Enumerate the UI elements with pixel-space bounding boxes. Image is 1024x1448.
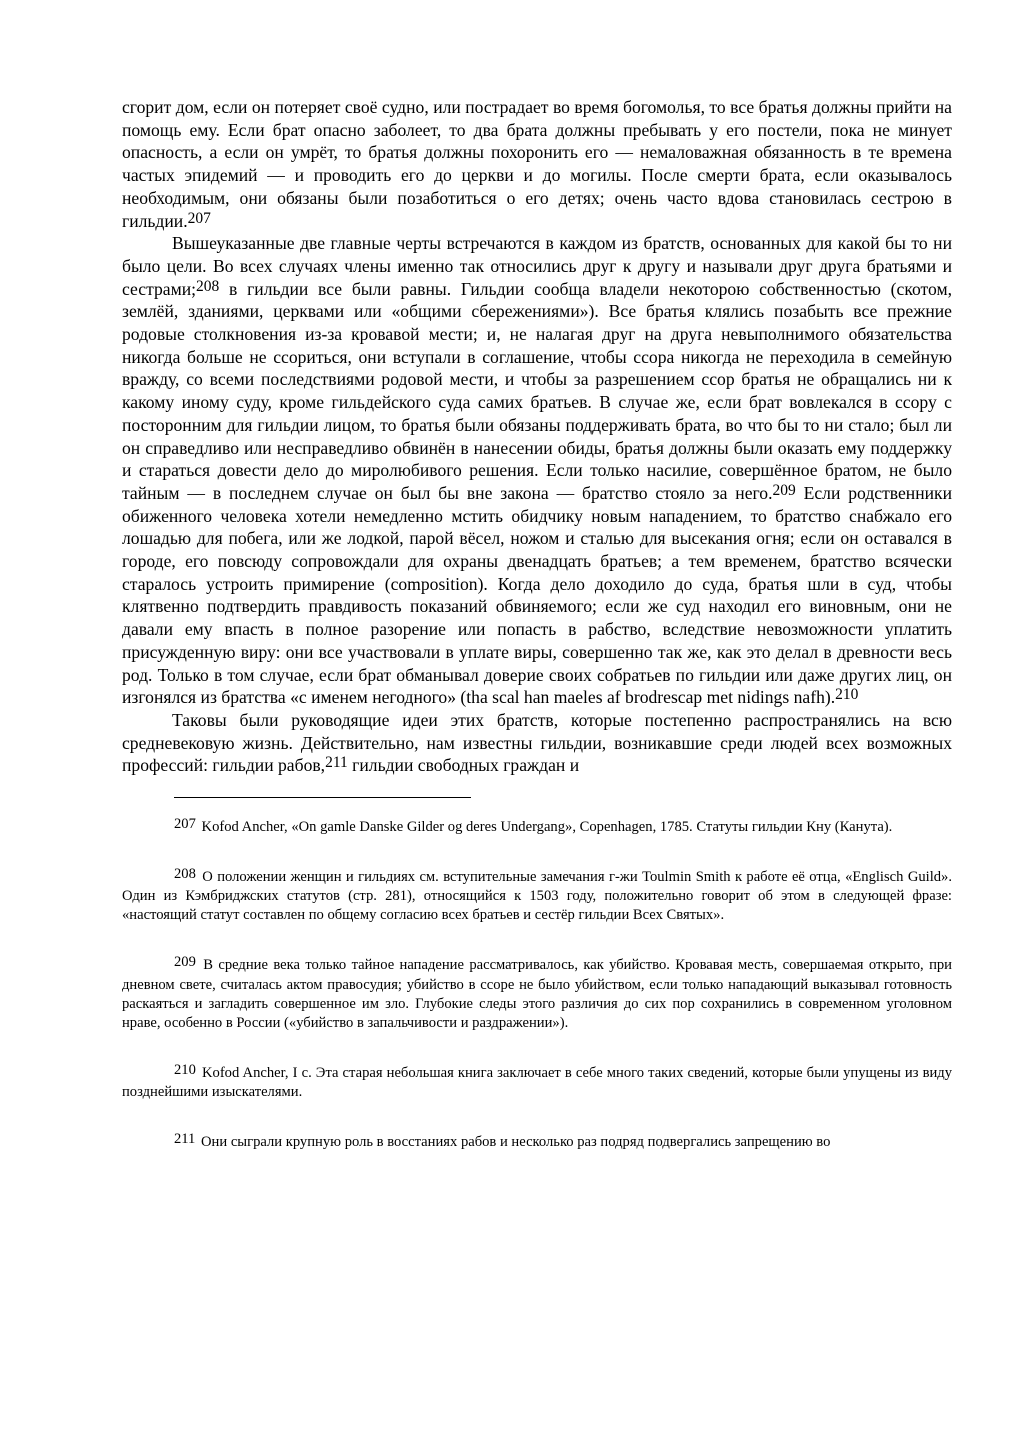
paragraph-text: Если родственники обиженного человека хотели немедленно мстить обидчику новым нападением, то братство снабжало его лошадью для побега, или же лодкой, парой вёсел, ножом и сталью для высекания огня; если он оставался в городе, его повсюду сопровождали для охраны двенадцать братьев; а тем временем, братство всячески старалось устроить примирение (composition). Когда дело доходило до суда, братья шли в суд, чтобы клятвенно подтвердить правдивость показаний обвиняемого; если же суд находил его виновным, они не давали ему впасть в полное разорение или попасть в рабство, вследствие невозможности уплатить присужденную виру: они все участвовали в уплате виры, совершенно так же, как это делал в древности весь род. Только в том случае, если брат обманывал доверие своих собратьев по гильдии или даже других лиц, он изгонялся из братства «с именем негодного» (tha scal han maeles af brodrescap met nidings nafh). [122,482,952,708]
paragraph-text: Таковы были руководящие идеи этих братств, которые постепенно распространялись на всю средневековую жизнь. Действительно, нам известны гильдии, возникавшие среди людей всех возможных профессий: гильдии рабов, [122,709,952,776]
footnote-number: 210 [174,1061,196,1078]
footnote-number: 209 [174,954,196,971]
footnote [122,865,952,925]
footnotes-section [122,815,952,1152]
footnote-separator [174,797,471,798]
footnote-text: О положении женщин и гильдиях см. вступительные замечания г-жи Toulmin Smith к работе её отца, «Englisch Guild». Один из Кэмбриджских статутов (стр. 281), относящийся к 1503 году, положительно говорит об этом в следующей фразе: «настоящий статут составлен по общему согласию всех братьев и сестёр гильдии Всех Святых». [122,869,953,924]
footnote-text: В средние века только тайное нападение рассматривалось, как убийство. Кровавая месть, совершаемая открыто, при дневном свете, считалась актом правосудия; убийство в ссоре не было убийством, если только нападающий выказывал готовность раскаяться и загладить совершенное им зло. Глубокие следы этого различия до сих пор сохранились в современном уголовном нраве, особенно в России («убийство в запальчивости и раздражении»). [122,957,952,1031]
footnote-number: 211 [174,1131,196,1148]
main-text [122,96,952,777]
footnote-number: 208 [174,866,196,883]
footnote-reference[interactable]: 207 [187,209,211,227]
paragraph-text: гильдии свободных граждан и [347,755,580,776]
body-paragraph [122,709,952,777]
footnote-reference[interactable]: 210 [835,686,859,704]
paragraph-text: в гильдии все были равны. Гильдии сообща владели некоторою собственностью (скотом, землёй, зданиями, церквами или «общими сбережениями»). Все братья клялись позабыть все прежние родовые столкновения из-за кровавой мести; и, не налагая друг на друга невыполнимого обязательства никогда больше не ссориться, они вступали в соглашение, чтобы ссора никогда не переходила в семейную вражду, со всеми последствиями родовой мести, и чтобы за разрешением ссор братья не обращались ни к какому иному суду, кроме гильдейского суда самих братьев. В случае же, если брат вовлекался в ссору с посторонним для гильдии лицом, то братья были обязаны поддерживать брата, во что бы то ни стало; был ли он справедливо или несправедливо обвинён в нанесении обиды, братья должны были оказать ему поддержку и стараться довести дело до миролюбивого решения. Если только насилие, совершённое братом, не было тайным — в последнем случае он был бы вне закона — братство стояло за него. [122,278,952,503]
body-paragraph [122,232,952,709]
footnote [122,953,952,1032]
footnote-reference[interactable]: 211 [325,754,348,772]
footnote [122,1061,952,1102]
footnote [122,815,952,837]
paragraph-text: сгорит дом, если он потеряет своё судно, или пострадает во время богомолья, то все братья должны прийти на помощь ему. Если брат опасно заболеет, то два брата должны пребывать у его постели, пока не минует опасность, а если он умрёт, то братья должны похоронить его — немаловажная обязанность в те времена частых эпидемий — и проводить его до церкви и до могилы. После смерти брата, если оказывалось необходимым, они обязаны были позаботиться о его детях; очень часто вдова становилась сестрою в гильдии. [122,97,952,231]
footnote [122,1130,952,1152]
document-page [122,96,952,1180]
paragraph-text: Вышеуказанные две главные черты встречаются в каждом из братств, основанных для какой бы то ни было цели. Во всех случаях члены именно так относились друг к другу и называли друг друга братьями и сестрами; [122,233,952,299]
footnote-text: Kofod Ancher, «On gamle Danske Gilder og deres Undergang», Copenhagen, 1785. Статуты гильдии Кну (Канута). [201,819,893,836]
footnote-text: Kofod Ancher, I с. Эта старая небольшая книга заключает в себе много таких сведений, которые были упущены из виду позднейшими изыскателями. [122,1064,952,1100]
footnote-number: 207 [174,816,196,833]
body-paragraph [122,96,952,232]
footnote-reference[interactable]: 208 [196,277,220,295]
footnote-reference[interactable]: 209 [772,481,796,499]
footnote-text: Они сыграли крупную роль в восстаниях рабов и несколько раз подряд подвергались запрещению во [201,1134,831,1151]
